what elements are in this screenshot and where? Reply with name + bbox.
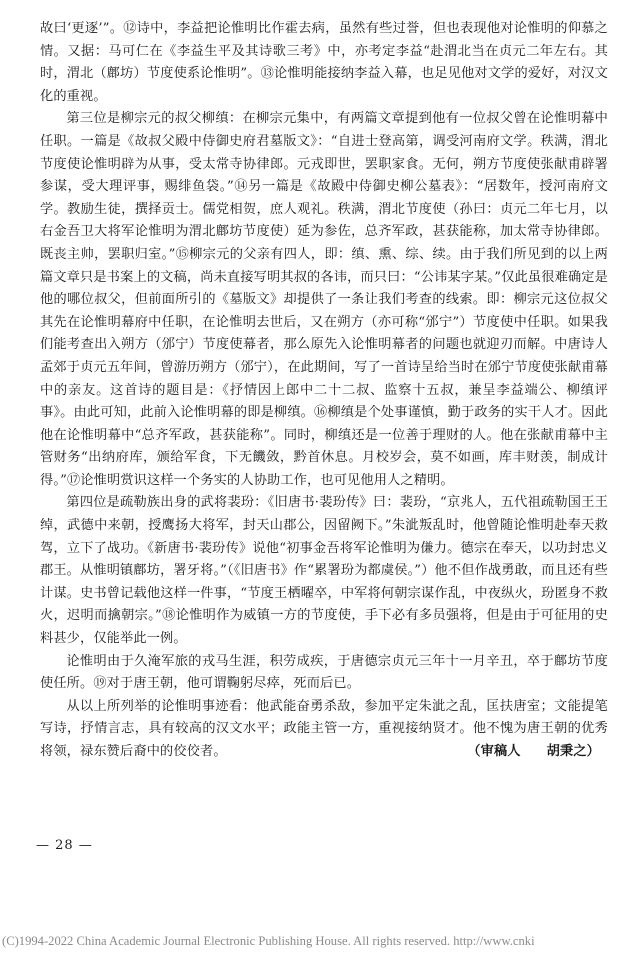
- page-number: — 28 —: [36, 838, 93, 853]
- body-text: [40, 18, 608, 764]
- copyright-footer: (C)1994-2022 China Academic Journal Electronic Publishing House. All rights reserved. http://www.cnki: [2, 934, 535, 948]
- paragraph-3: 第四位是疏勒族出身的武将裴玢：《旧唐书·裴玢传》曰：裴玢，“京兆人，五代祖疏勒国王王绰，武德中来朝，授鹰扬大将军，封天山郡公，因留阙下。”朱泚叛乱时，他曾随论惟明赴奉天救驾，立下了战功。《新唐书·裴玢传》说他“初事金吾将军论惟明为傔力。德宗在奉天，以功封忠义郡王。从惟明镇鄜坊，署牙将。”（《旧唐书》作“累署玢为都虞侯。”）他不但作战勇敢，而且还有些计谋。史书曾记载他这样一件事，“节度王栖曜卒，中军将何朝宗谋作乱，中夜纵火，玢匿身不救火，迟明而擒朝宗。”⑱论惟明作为威镇一方的节度使，手下必有多员强将，但是由于可征用的史料甚少，仅能举此一例。: [40, 495, 608, 647]
- reviewer-name: 胡秉之: [546, 744, 587, 759]
- paragraph-4: 论惟明由于久淹军旅的戎马生涯，积劳成疾，于唐德宗贞元三年十一月辛丑，卒于鄜坊节度使任所。⑲对于唐王朝，他可谓鞠躬尽瘁，死而后已。: [40, 653, 608, 692]
- paragraph-1: 故曰‘更逐’”。⑫诗中，李益把论惟明比作霍去病，虽然有些过誉，但也表现他对论惟明的仰慕之情。又据：马可仁在《李益生平及其诗歌三考》中，亦考定李益“赴渭北当在贞元二年左右。其时，渭北（鄜坊）节度使系论惟明”。⑬论惟明能接纳李益入幕，也足见他对文学的爱好，对汉文化的重视。: [40, 21, 608, 104]
- reviewer-label: 审稿人: [480, 744, 521, 759]
- paragraph-5: [40, 696, 608, 764]
- reviewer-signature: （审稿人 胡秉之）: [467, 744, 600, 759]
- paragraph-2: 第三位是柳宗元的叔父柳缜：在柳宗元集中，有两篇文章提到他有一位叔父曾在论惟明幕中任职。一篇是《故叔父殿中侍御史府君墓版文》：“自进士登高第，调受河南府文学。秩满，渭北节度使论惟明辟为从事，受太常寺协律郎。元戎即世，罢职家食。无何，朔方节度使张献甫辟署参谋，受大理评事，赐绯鱼袋。”⑭另一篇是《故殿中侍御史柳公墓表》：“居数年，授河南府文学。教励生徒，撰择贡士。儒党相贺，庶人观礼。秩满，渭北节度使（孙曰：贞元二年七月，以右金吾卫大将军论惟明为渭北鄜坊节度使）延为参佐，总齐军政，甚获能称，加太常寺协律郎。既丧主帅，罢职归室。”⑮柳宗元的父亲有四人，即：缜、熏、综、续。由于我们所见到的以上两篇文章只是书案上的文稿，尚未直接写明其叔的各讳，而只曰：“公讳某字某。”仅此虽很难确定是他的哪位叔父，但前面所引的《墓版文》却提供了一条让我们考查的线索。即：柳宗元这位叔父其先在论惟明幕府中任职，在论惟明去世后，又在朔方（亦可称“邠宁”）节度使中任职。如果我们能考查出入朔方（邠宁）节度使幕者，那么原先入论惟明幕者的问题也就迎刃而解。中唐诗人孟郊于贞元五年间，曾游历朔方（邠宁），在此期间，写了一首诗呈给当时在邠宁节度使张献甫幕中的亲友。这首诗的题目是：《抒情因上郎中二十二叔、监察十五叔，兼呈李益端公、柳缜评事》。由此可知，此前入论惟明幕的即是柳缜。⑯柳缜是个处事谨慎，勤于政务的实干人才。因此他在论惟明幕中“总齐军政，甚获能称”。同时，柳缜还是一位善于理财的人。他在张献甫幕中主管财务“出纳府库，颁给军食，下无饑敛，黔首休息。月校岁会，莫不如画，库丰财羡，制成计得。”⑰论惟明赏识这样一个务实的人协助工作，也可见他用人之精明。: [40, 111, 608, 488]
- paragraph-5-text: 从以上所列举的论惟明事迹看：他武能奋勇杀敌，参加平定朱泚之乱，匡扶唐室；文能提笔写诗，抒情言志，具有较高的汉文水平；政能主管一方，重视接纳贤才。他不愧为唐王朝的优秀将领，禄东赞后裔中的佼佼者。: [40, 698, 608, 759]
